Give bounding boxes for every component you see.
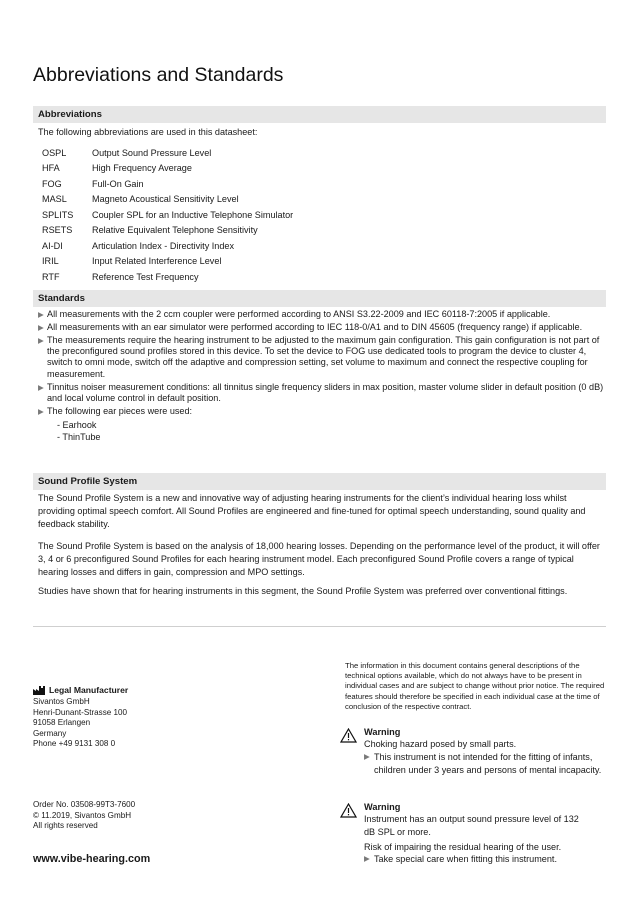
- abbreviation-row: [42, 269, 293, 285]
- ear-piece-item: - ThinTube: [57, 432, 101, 443]
- abbreviation-description: Magneto Acoustical Sensitivity Level: [92, 194, 239, 205]
- warning-title: Warning: [364, 727, 401, 737]
- abbreviation-description: Reference Test Frequency: [92, 271, 199, 282]
- abbreviation-row: [42, 207, 293, 223]
- standards-heading: Standards: [33, 290, 606, 307]
- list-item: ▶ The following ear pieces were used:: [38, 405, 193, 416]
- warning-bullet: ▶ This instrument is not intended for the fitting of infants, children under 3 years and persons of mental incapacity.: [364, 751, 602, 775]
- triangle-bullet-icon: ▶: [38, 382, 44, 392]
- factory-icon: [33, 686, 45, 695]
- abbreviation-code: HFA: [42, 163, 60, 174]
- sound-pressure-warning: [338, 801, 608, 869]
- warning-triangle-icon: [340, 803, 357, 818]
- abbreviations-intro: The following abbreviations are used in this datasheet:: [38, 127, 258, 137]
- sound-profile-paragraph: The Sound Profile System is a new and innovative way of adjusting hearing instruments for the client’s individual hearing loss whilst providing optimal speech comfort. All Sound Profiles are engineered and fine-tuned for optimal speech understanding, sound quality and feedback stability.: [38, 493, 586, 529]
- warning-text: Instrument has an output sound pressure level of 132 dB SPL or more.: [364, 814, 579, 837]
- warning-text: Risk of impairing the residual hearing of the user.: [364, 841, 562, 852]
- triangle-bullet-icon: ▶: [38, 310, 44, 319]
- address-line: Germany: [33, 728, 67, 738]
- abbreviation-description: Input Related Interference Level: [92, 256, 222, 267]
- list-item: ▶ All measurements with an ear simulator were performed according to IEC 118-0/A1 and to DIN 45605 (frequency range) if applicable.: [38, 321, 583, 332]
- legal-manufacturer-heading-row: [33, 685, 128, 695]
- sound-profile-heading: Sound Profile System: [33, 473, 606, 490]
- abbreviation-description: Full-On Gain: [92, 178, 144, 189]
- abbreviation-row: [42, 238, 293, 254]
- warning-bullet: ▶ Take special care when fitting this instrument.: [364, 854, 557, 865]
- list-item: ▶ Tinnitus noiser measurement conditions: all tinnitus single frequency sliders in max position, master volume slider in default position (0 dB) and local volume control in default position.: [38, 381, 604, 404]
- page-title: Abbreviations and Standards: [33, 64, 284, 86]
- abbreviation-row: [42, 176, 293, 192]
- abbreviation-row: [42, 192, 293, 208]
- footer-divider: [33, 626, 606, 627]
- abbreviation-row: [42, 161, 293, 177]
- phone-number: Phone +49 9131 308 0: [33, 739, 116, 749]
- address-line: Sivantos GmbH: [33, 697, 90, 706]
- abbreviations-heading: Abbreviations: [33, 106, 606, 123]
- triangle-bullet-icon: ▶: [364, 751, 370, 761]
- choking-warning: [338, 726, 608, 794]
- sound-profile-paragraph: Studies have shown that for hearing instruments in this segment, the Sound Profile System was preferred over conventional fittings.: [38, 586, 568, 596]
- ear-piece-item: - Earhook: [57, 419, 97, 430]
- abbreviation-code: RTF: [42, 271, 60, 282]
- abbreviation-description: Articulation Index - Directivity Index: [92, 240, 235, 251]
- order-number: Order No. 03508-99T3-7600: [33, 800, 136, 809]
- triangle-bullet-icon: ▶: [38, 406, 44, 416]
- list-item: ▶ The measurements require the hearing instrument to be adjusted to the maximum gain configuration. This gain configuration is not part of the preconfigured sound profiles stored in this device. To set the device to FOG use dedicated tools to program the device to cluster 4, switch to omni mode, switch off the adaptive and compression setting, set volume to maximum and connect the respective coupling for measurement.: [38, 334, 600, 379]
- abbreviation-code: AI-DI: [42, 240, 63, 251]
- triangle-bullet-icon: ▶: [38, 322, 44, 332]
- abbreviations-list: [42, 145, 293, 285]
- abbreviation-row: [42, 145, 293, 161]
- standards-list: [38, 309, 608, 444]
- legal-manufacturer-heading: Legal Manufacturer: [49, 685, 129, 695]
- abbreviation-description: High Frequency Average: [92, 163, 192, 174]
- abbreviation-row: [42, 254, 293, 270]
- manufacturer-address: [33, 697, 127, 750]
- warning-title: Warning: [364, 802, 401, 812]
- abbreviation-row: [42, 223, 293, 239]
- abbreviation-description: Relative Equivalent Telephone Sensitivity: [92, 225, 258, 236]
- order-info: [33, 800, 135, 832]
- abbreviation-code: OSPL: [42, 147, 67, 158]
- legal-disclaimer: The information in this document contains general descriptions of the technical options available, which do not always have to be present in individual cases and are subject to change without prior notice. The required features should therefore be specified in each individual case at the time of conclusion of the respective contract.: [345, 661, 605, 711]
- triangle-bullet-icon: ▶: [38, 335, 44, 345]
- abbreviation-code: FOG: [42, 178, 62, 189]
- sound-profile-paragraph: The Sound Profile System is based on the analysis of 18,000 hearing losses. Depending on the performance level of the product, it will offer 3, 4 or 6 preconfigured Sound Profiles for each hearing instrument model. Each preconfigured Sound Profile covers a range of typical hearing losses and differs in gain, compression and MPO settings.: [38, 541, 600, 577]
- list-item: ▶ All measurements with the 2 ccm coupler were performed according to ANSI S3.22-2009 and IEC 60118-7:2005 if applicable.: [38, 309, 551, 319]
- website-link[interactable]: www.vibe-hearing.com: [33, 853, 151, 865]
- abbreviation-description: Output Sound Pressure Level: [92, 147, 212, 158]
- address-line: 91058 Erlangen: [33, 718, 91, 728]
- abbreviation-code: SPLITS: [42, 209, 74, 220]
- abbreviation-code: MASL: [42, 194, 67, 205]
- copyright: © 11.2019, Sivantos GmbH: [33, 810, 132, 820]
- triangle-bullet-icon: ▶: [364, 854, 370, 864]
- abbreviation-code: RSETS: [42, 225, 73, 236]
- abbreviation-description: Coupler SPL for an Inductive Telephone Simulator: [92, 209, 294, 220]
- rights-reserved: All rights reserved: [33, 821, 98, 831]
- warning-text: Choking hazard posed by small parts.: [364, 739, 517, 749]
- abbreviation-code: IRIL: [42, 256, 59, 267]
- address-line: Henri-Dunant-Strasse 100: [33, 707, 128, 717]
- warning-triangle-icon: [340, 728, 357, 743]
